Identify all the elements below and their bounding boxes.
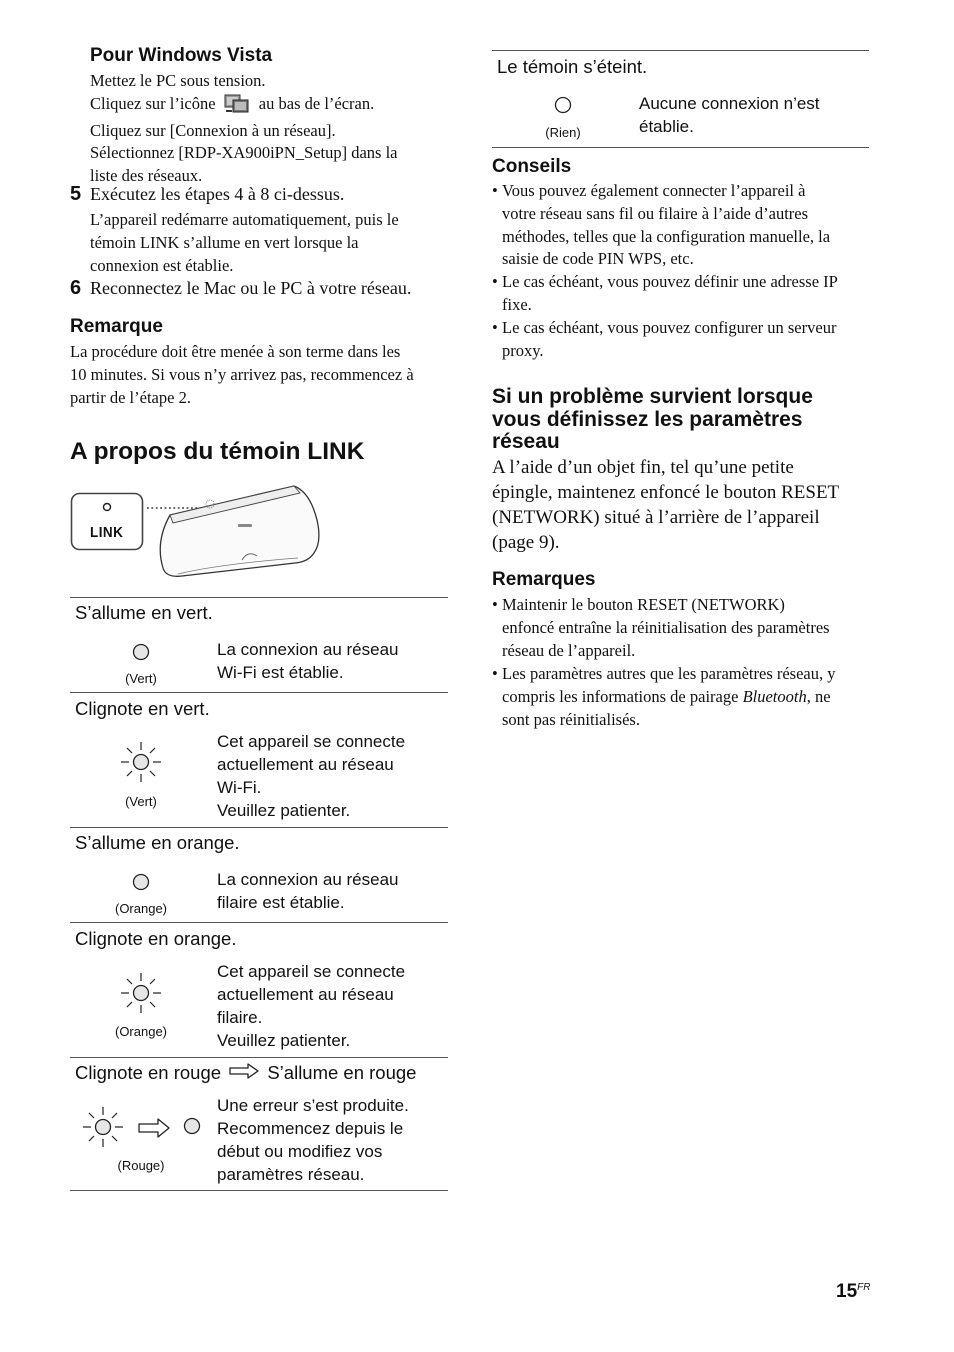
led-caption: (Rien) — [545, 125, 581, 140]
row-head-red: Clignote en rouge S’allume en rouge — [75, 1062, 417, 1083]
led-description: Aucune connexion n’est établie. — [639, 94, 820, 136]
led-steady-icon — [132, 643, 150, 666]
led-blinking-icon — [80, 1104, 126, 1155]
row-divider — [70, 827, 448, 828]
vista-line: Cliquez sur [Connexion à un réseau]. — [90, 120, 336, 140]
led-caption: (Rouge) — [117, 1158, 165, 1173]
led-blinking-icon — [118, 970, 164, 1021]
language-code: FR — [857, 1282, 871, 1293]
led-description: Cet appareil se connecte actuellement au réseau filaire. Veuillez patienter. — [217, 962, 406, 1050]
led-description: La connexion au réseau filaire est établie. — [217, 870, 399, 912]
led-caption: (Vert) — [125, 794, 157, 809]
row-head-orange-on: S’allume en orange. — [75, 832, 240, 853]
arrow-right-icon — [228, 1062, 260, 1084]
led-caption: (Vert) — [125, 671, 157, 686]
led-steady-icon — [183, 1117, 201, 1140]
list-item: • Maintenir le bouton RESET (NETWORK) enfoncé entraîne la réinitialisation des paramètres réseau de l’appareil. — [492, 595, 830, 660]
row-head-green-blink: Clignote en vert. — [75, 698, 210, 719]
conseils-heading: Conseils — [492, 156, 572, 177]
row-divider — [70, 1057, 448, 1058]
led-description: Une erreur s’est produite. Recommencez depuis le début ou modifiez vos paramètres réseau. — [217, 1096, 409, 1184]
step-5-title: Exécutez les étapes 4 à 8 ci-dessus. — [90, 184, 345, 204]
network-icon — [224, 93, 249, 120]
vista-line: Mettez le PC sous tension. — [90, 71, 266, 90]
list-item: • Vous pouvez également connecter l’appareil à votre réseau sans fil ou filaire à l’aide d’autres méthodes, telles que la configuration manuelle, la saisie de code PIN WPS, etc. — [492, 181, 831, 269]
row-head-orange-blink: Clignote en orange. — [75, 928, 237, 949]
vista-line: liste des réseaux. — [90, 166, 203, 186]
remarques-heading: Remarques — [492, 569, 596, 590]
led-caption: (Orange) — [114, 1024, 168, 1039]
row-head-off: Le témoin s’éteint. — [497, 56, 648, 77]
row-divider — [492, 147, 869, 148]
step-5-body: L’appareil redémarre automatiquement, puis le témoin LINK s’allume en vert lorsque la connexion est établie. — [90, 210, 399, 275]
led-description: Cet appareil se connecte actuellement au réseau Wi-Fi. Veuillez patienter. — [217, 732, 406, 820]
vista-line: Sélectionnez [RDP-XA900iPN_Setup] dans la — [90, 143, 398, 163]
led-description: La connexion au réseau Wi-Fi est établie. — [217, 640, 399, 682]
led-caption: (Orange) — [114, 901, 168, 916]
step-5-number: 5 — [70, 183, 82, 205]
problem-body: A l’aide d’un objet fin, tel qu’une petite épingle, maintenez enfoncé le bouton RESET (NETWORK) situé à l’arrière de l’appareil (page 9). — [492, 457, 840, 553]
vista-line: Cliquez sur l’icône au bas de l’écran. — [90, 93, 398, 120]
led-steady-icon — [132, 873, 150, 896]
link-illustration — [70, 480, 330, 582]
remarque-heading: Remarque — [70, 316, 163, 337]
row-head-green-on: S’allume en vert. — [75, 602, 213, 623]
link-label: LINK — [90, 524, 124, 541]
arrow-right-icon — [137, 1118, 171, 1143]
list-item: • Le cas échéant, vous pouvez configurer un serveur proxy. — [492, 318, 837, 360]
row-divider — [492, 50, 869, 51]
page-number: $15^{FR}$ — [836, 1281, 871, 1302]
section-title-link: A propos du témoin LINK — [70, 438, 365, 465]
vista-instructions — [90, 70, 398, 188]
step-6-number: 6 — [70, 277, 82, 299]
row-divider — [70, 1190, 448, 1191]
led-off-icon — [554, 96, 572, 119]
section-title-problem: Si un problème survient lorsque vous définissez les paramètres réseau — [492, 385, 813, 453]
vista-heading: Pour Windows Vista — [90, 45, 273, 66]
step-6-title: Reconnectez le Mac ou le PC à votre réseau. — [90, 278, 412, 298]
led-blinking-icon — [118, 739, 164, 790]
list-item: • Le cas échéant, vous pouvez définir une adresse IP fixe. — [492, 272, 838, 314]
list-item: • Les paramètres autres que les paramètres réseau, y compris les informations de pairage Bluetooth, ne sont pas réinitialisés. — [492, 664, 836, 729]
row-divider — [70, 597, 448, 598]
row-divider — [70, 922, 448, 923]
row-divider — [70, 692, 448, 693]
remarque-body: La procédure doit être menée à son terme dans les 10 minutes. Si vous n’y arrivez pas, recommencez à partir de l’étape 2. — [70, 342, 414, 407]
